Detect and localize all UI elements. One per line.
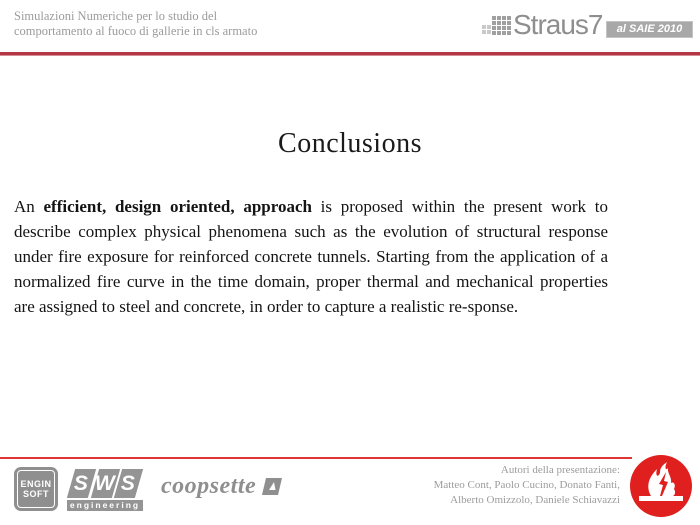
coopsette-icon: [262, 478, 282, 495]
fire-logo: [630, 455, 692, 517]
slide-paragraph: [14, 194, 608, 319]
straus7-grid-icon: [482, 16, 512, 36]
paragraph-lead: An: [14, 197, 44, 216]
footer-divider-line: [0, 457, 632, 459]
enginsoft-text-line1: ENGIN: [20, 479, 52, 489]
coopsette-wordmark: coopsette: [161, 473, 257, 499]
paragraph-rest: is proposed within the present work to describe complex physical phenomena such as the evolution of structural response under fire exposure for reinforced concrete tunnels. Starting from the application of a normalized fire curve in the time domain, proper thermal and mechanical properties are assigned to steel and concrete, in order to capture a realistic re-sponse.: [14, 197, 608, 316]
header-subtitle-line1: Simulazioni Numeriche per lo studio del: [14, 9, 218, 23]
credits-authors-line2: Alberto Omizzolo, Daniele Schiavazzi: [450, 494, 620, 506]
enginsoft-text-line2: SOFT: [23, 489, 49, 499]
authors-credits: [434, 463, 620, 508]
enginsoft-frame: [17, 470, 55, 508]
credits-heading: Autori della presentazione:: [500, 464, 620, 476]
header-subtitle-line2: comportamento al fuoco di gallerie in cls armato: [14, 24, 258, 38]
sws-engineering-logo: [67, 469, 143, 511]
slide-title: Conclusions: [278, 128, 422, 159]
header-divider-line: [0, 52, 700, 56]
saie-2010-badge: al SAIE 2010: [606, 21, 693, 38]
sws-letter-2: W: [95, 471, 115, 495]
sws-subtitle-bar: engineering: [67, 500, 143, 511]
sws-letter-blocks: [67, 469, 143, 498]
straus7-wordmark: Straus7: [513, 9, 603, 40]
header-subtitle: [14, 9, 257, 39]
coopsette-logo: [161, 473, 282, 500]
credits-authors-line1: Matteo Cont, Paolo Cucino, Donato Fanti,: [433, 479, 620, 491]
sws-letter-1: S: [74, 471, 89, 495]
paragraph-bold-phrase: efficient, design oriented, approach: [43, 197, 312, 216]
enginsoft-logo: [14, 467, 58, 511]
sws-letter-3: S: [121, 471, 136, 495]
